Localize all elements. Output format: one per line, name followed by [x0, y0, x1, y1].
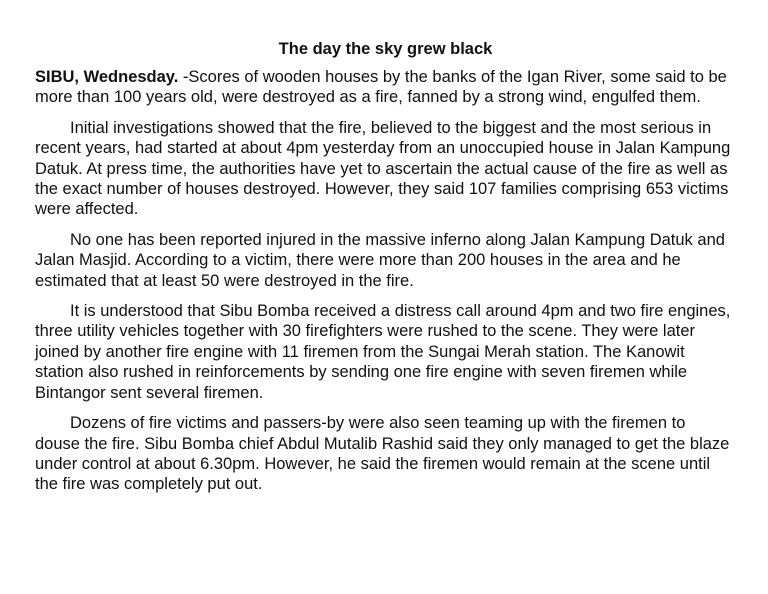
lead-paragraph — [35, 67, 732, 108]
article-title: The day the sky grew black — [278, 40, 493, 58]
paragraph-4: Dozens of fire victims and passers-by were also seen teaming up with the firemen to douse the fire. Sibu Bomba chief Abdul Mutalib Rashid said they only managed to get the blaze under control at about 6.30pm. However, he said the firemen would remain at the scene until the fire was completely put out. — [35, 414, 730, 494]
dateline: SIBU, Wednesday. — [35, 68, 179, 86]
paragraph-2: No one has been reported injured in the massive inferno along Jalan Kampung Datuk and Jalan Masjid. According to a victim, there were more than 200 houses in the area and he estimated that at least 50 were destroyed in the fire. — [35, 230, 725, 290]
paragraph-3: It is understood that Sibu Bomba received a distress call around 4pm and two fire engines, three utility vehicles together with 30 firefighters were rushed to the scene. They were later joined by another fire engine with 11 firemen from the Sungai Merah station. The Kanowit station also rushed in reinforcements by sending one fire engine with seven firemen while Bintangor sent several firemen. — [35, 302, 731, 402]
lead-text: -Scores of wooden houses by the banks of the Igan River, some said to be more than 100 years old, were destroyed as a fire, fanned by a strong wind, engulfed them. — [35, 68, 727, 107]
paragraph-1: Initial investigations showed that the fire, believed to the biggest and the most serious in recent years, had started at about 4pm yesterday from an unoccupied house in Jalan Kampung Datuk. At press time, the authorities have yet to ascertain the actual cause of the fire as well as the exact number of houses destroyed. However, they said 107 families comprising 653 victims were affected. — [35, 118, 731, 219]
